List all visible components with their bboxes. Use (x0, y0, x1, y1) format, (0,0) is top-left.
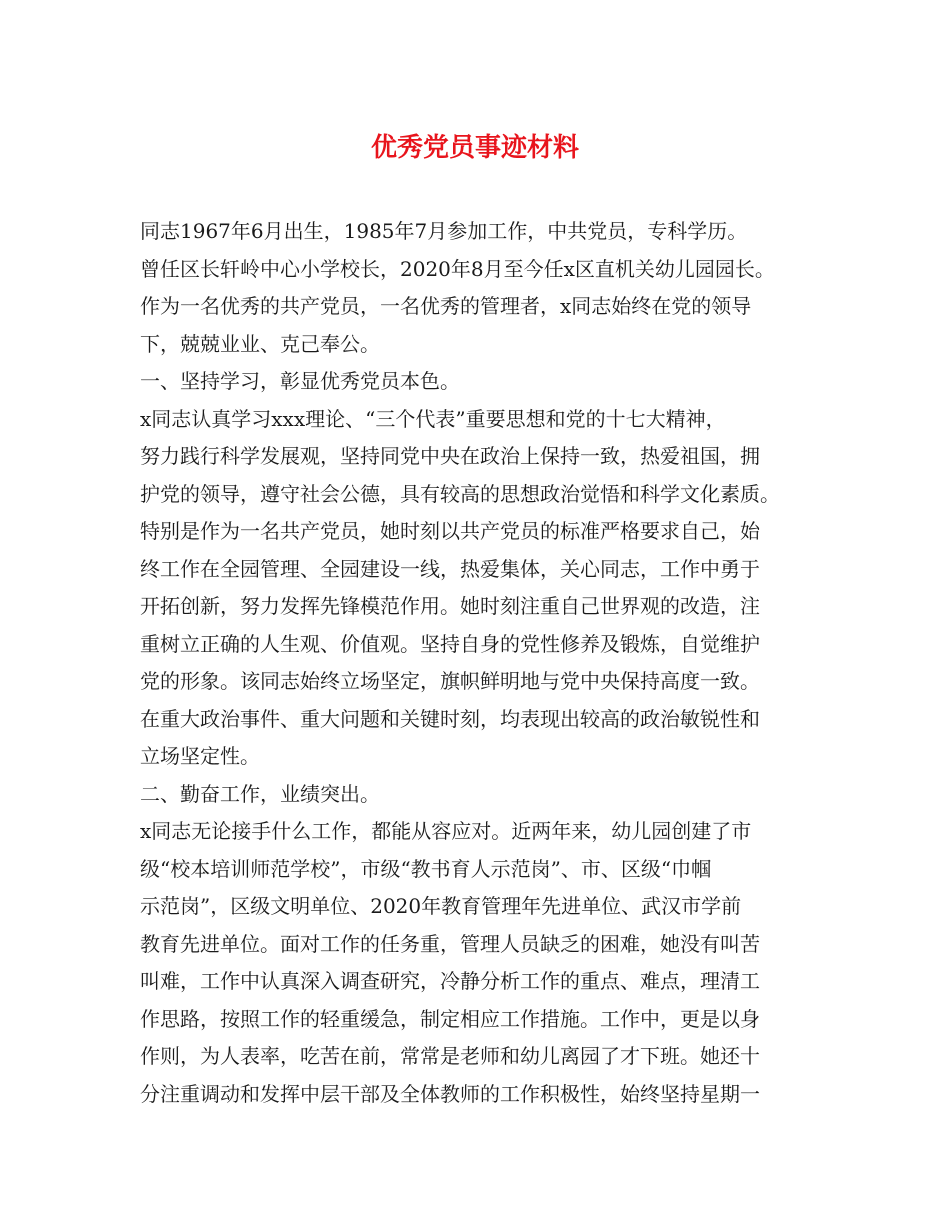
body-line: x同志无论接手什么工作，都能从容应对。近两年来，幼儿园创建了市 (140, 819, 752, 843)
document-body (140, 213, 830, 1113)
body-line: 同志1967年6月出生，1985年7月参加工作，中共党员，专科学历。 (140, 219, 748, 243)
body-line: 党的形象。该同志始终立场坚定，旗帜鲜明地与党中央保持高度一致。 (140, 669, 760, 693)
document-title: 优秀党员事迹材料 (370, 133, 579, 163)
body-line: 作则，为人表率，吃苦在前，常常是老师和幼儿离园了才下班。她还十 (140, 1044, 760, 1068)
body-line: 作思路，按照工作的轻重缓急，制定相应工作措施。工作中，更是以身 (140, 1006, 760, 1031)
body-line: 立场坚定性。 (140, 744, 260, 768)
body-line: 下，兢兢业业、克己奉公。 (140, 331, 380, 356)
section-heading: 一、坚持学习，彰显优秀党员本色。 (140, 369, 460, 393)
body-line: 护党的领导，遵守社会公德，具有较高的思想政治觉悟和科学文化素质。 (140, 481, 780, 506)
body-line: 终工作在全园管理、全园建设一线，热爱集体，关心同志，工作中勇于 (140, 556, 760, 581)
section-heading: 二、勤奋工作，业绩突出。 (140, 781, 380, 806)
body-line: x同志认真学习xxx理论、“三个代表”重要思想和党的十七大精神， (140, 406, 726, 431)
body-line: 叫难，工作中认真深入调查研究，冷静分析工作的重点、难点，理清工 (140, 969, 760, 993)
body-line: 在重大政治事件、重大问题和关键时刻，均表现出较高的政治敏锐性和 (140, 706, 760, 731)
body-line: 教育先进单位。面对工作的任务重，管理人员缺乏的困难，她没有叫苦 (140, 931, 760, 956)
body-line: 努力践行科学发展观，坚持同党中央在政治上保持一致，热爱祖国，拥 (140, 444, 760, 468)
body-line: 分注重调动和发挥中层干部及全体教师的工作积极性，始终坚持星期一 (140, 1081, 760, 1106)
body-line: 作为一名优秀的共产党员，一名优秀的管理者，x同志始终在党的领导 (140, 294, 752, 318)
body-line: 开拓创新，努力发挥先锋模范作用。她时刻注重自己世界观的改造，注 (140, 594, 760, 618)
body-line: 曾任区长轩岭中心小学校长，2020年8月至今任x区直机关幼儿园园长。 (140, 256, 775, 281)
body-line: 级“校本培训师范学校”，市级“教书育人示范岗”、市、区级“巾帼 (140, 856, 712, 881)
body-line: 重树立正确的人生观、价值观。坚持自身的党性修养及锻炼，自觉维护 (140, 631, 760, 656)
body-line: 特别是作为一名共产党员，她时刻以共产党员的标准严格要求自己，始 (140, 519, 760, 543)
body-line: 示范岗”，区级文明单位、2020年教育管理年先进单位、武汉市学前 (140, 894, 742, 918)
